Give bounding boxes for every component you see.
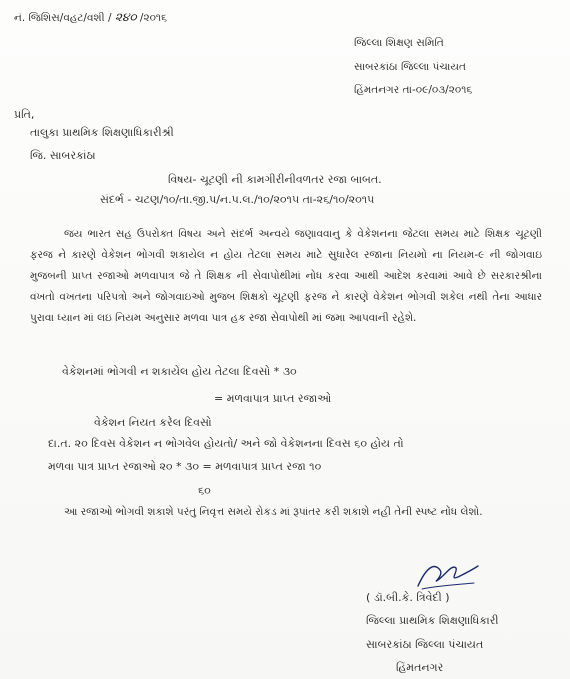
example-line: દા.ત. ૨૦ દિવસ વેકેશન ન ભોગવેલ હોયતો/ અને જો વેકેશનના દિવસ ૬૦ હોય તો (48, 437, 404, 450)
example-denominator: ૬૦ (198, 484, 211, 497)
signatory-office: સાબરકાંઠા જિલ્લા પંચાયત (366, 638, 484, 651)
example-calculation: મળવા પાત્ર પ્રાપ્ત રજાઓ ૨૦ * ૩૦ = મળવાપાત્ર પ્રાપ્ત રજા ૧૦ (48, 460, 322, 473)
body-paragraph-1: જય ભારત સહ ઉપરોક્ત વિષય અને સંદર્ભ અન્વયે જણાવવાનુ કે વેકેશનના જેટલા સમય માટે શિક્ષક ચૂટણી ફરજ ને કારણે વેકેશન ભોગવી શકાયેલ ન હોય તેટલા સમય માટે સુધારેલ રજાના નિયમો ના નિયમ-૯ ની જોગવાઇ મુજબની પ્રાપ્ત રજાઓ મળવાપાત્ર જે તે શિક્ષક ની સેવાપોથીમાં નોધ કરવા આથી આદેશ કરવામાં આવે છે સરકારશ્રીના વખતો વખતના પરિપત્રો અને જોગવાઇઓ મુજબ શિક્ષકો ચૂટણી ફરજ ને કારણે વેકેશન ભોગવી શકેલ નથી તેના આધાર પુરાવા ધ્યાન માં લઇ નિયમ અનુસાર મળવા પાત્ર હક રજા સેવાપોથી માં જમા આપવાની રહેશે. (30, 228, 542, 324)
reference-number (14, 10, 167, 25)
office-place-date: હિંમતનગર તા-૦૯/૦૩/૨૦૧૬ (354, 84, 473, 96)
formula-denominator: વેકેશન નિયત કરેલ દિવસો (94, 416, 212, 429)
formula-numerator: વેકેશનમાં ભોગવી ન શકાયેલ હોય તેટલા દિવસો * ૩૦ (62, 365, 297, 378)
signatory-designation: જિલ્લા પ્રાથમિક શિક્ષણાધિકારી (366, 614, 499, 627)
formula-result: = મળવાપાત્ર પ્રાપ્ત રજાઓ (214, 392, 332, 405)
subject-line: વિષય- ચૂટણી ની કામગીરીનીવળતર રજા બાબત. (168, 173, 382, 186)
office-panchayat: સાબરકાંઠા જિલ્લા પંચાયત (354, 61, 466, 73)
reference-line: સંદર્ભ - ચટણ/૧૦/તા.જી.પ/ન.પ.લ./૧૦/૨૦૧૫ તા-૨૬/૧૦/૨૦૧૫ (100, 193, 375, 206)
signature-image (412, 556, 482, 594)
recipient-title: તાલુકા પ્રાથમિક શિક્ષણાધિકારીશ્રી (30, 126, 174, 139)
signatory-place: હિંમતનગર (396, 661, 444, 674)
salutation-to: પ્રતિ, (14, 108, 35, 121)
handwritten-number: ૨૪૦ (114, 10, 137, 24)
reference-year: /૨૦૧૬ (139, 12, 167, 24)
signatory-name: ( ડૉ.બી.કે. ત્રિવેદી ) (366, 591, 450, 604)
office-name: જિલ્લા શિક્ષણ સમિતિ (354, 37, 444, 49)
body-paragraph-2: આ રજાઓ ભોગવી શકાશે પરંતુ નિવૃત્ત સમયે રોકડ માં રૂપાંતર કરી શકાશે નહી તેની સ્પષ્ટ નોંધ લેશો. (64, 506, 483, 518)
recipient-district: જિ. સાબરકાંઠા (30, 149, 96, 162)
reference-prefix: નં. જિશિસ/વહટ/વશી / (14, 12, 112, 24)
